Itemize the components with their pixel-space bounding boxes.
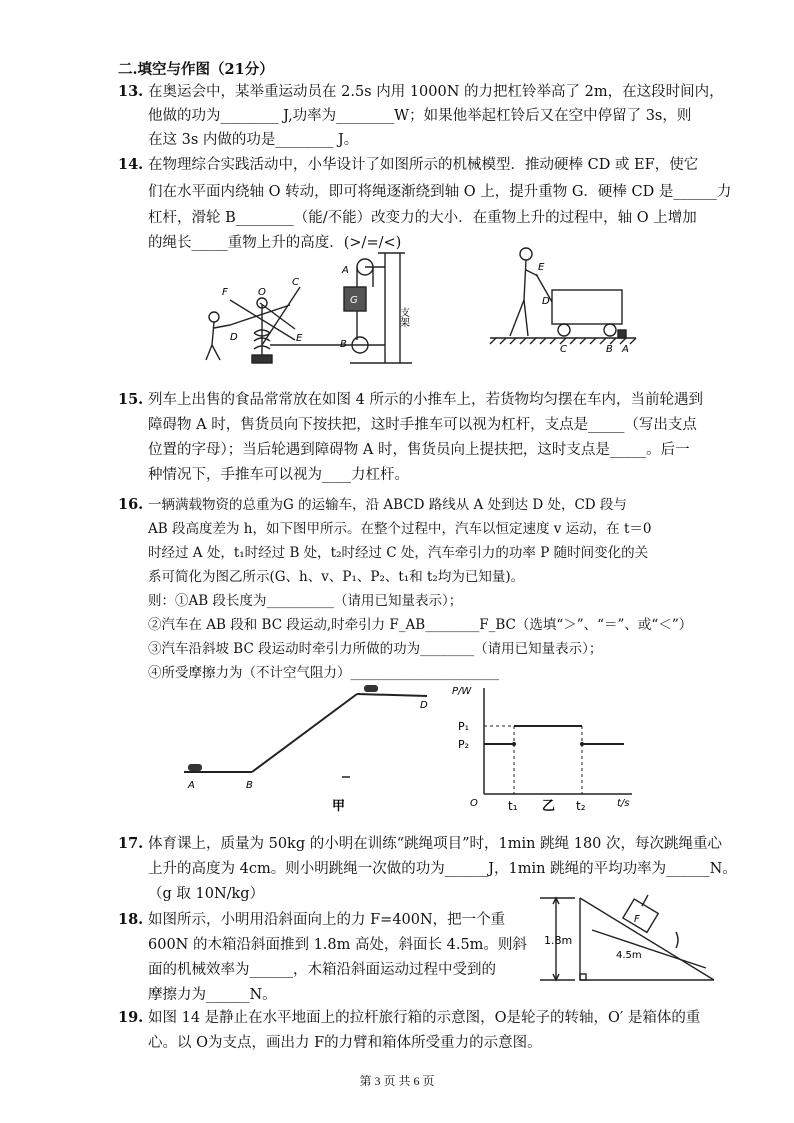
fig2-label-c: C: [560, 344, 567, 355]
q16-road-figure: [182, 682, 432, 817]
q15-line-2: 障碍物 A 时，售货员向下按扶把，这时手推车可以视为杠杆，支点是_____（写出支点: [148, 417, 697, 433]
q16-line-4: 系可简化为图乙所示(G、h、v、P₁、P₂、t₁和 t₂均为已知量)。: [148, 569, 525, 585]
fig1-label-g: G: [350, 295, 358, 306]
fig-jia-label-b: B: [246, 780, 253, 791]
q15-line-1: 列车上出售的食品常常放在如图 4 所示的小推车上，若货物均匀摆在车内，当前轮遇到: [148, 392, 703, 408]
fig1-label-b: B: [340, 339, 347, 350]
fig1-label-c: C: [292, 277, 299, 288]
fig-jia-label-d: D: [420, 700, 428, 711]
q13-line-1: 在奥运会中，某举重运动员在 2.5s 内用 1000N 的力把杠铃举高了 2m，在这段时间内，: [148, 84, 724, 100]
fig2-label-a: A: [622, 344, 629, 355]
fig-yi-xlabel: t/s: [617, 798, 630, 809]
fig2-label-e: E: [538, 262, 545, 273]
q16-line-5: 则：①AB 段长度为__________（请用已知量表示）；: [148, 593, 463, 609]
fig1-bracket-label: 支架: [397, 307, 409, 327]
q14-line-3: 杠杆，滑轮 B________（能/不能）改变力的大小．在重物上升的过程中，轴 O 上增加: [148, 210, 697, 226]
q16-number: 16.: [118, 496, 144, 513]
page-footer: 第 3 页 共 6 页: [359, 1074, 435, 1088]
fig1-label-f: F: [222, 287, 228, 298]
fig2-label-b: B: [606, 344, 613, 355]
q16-line-6: ②汽车在 AB 段和 BC 段运动,时牵引力 F_AB________F_BC（选填“＞”、“＝”、或“＜”）: [148, 617, 693, 633]
fig1-label-a: A: [342, 265, 349, 276]
q18-fig-length: 4.5m: [616, 950, 642, 961]
q13-line-2: 他做的功为________ J,功率为________W；如果他举起杠铃后又在空中停留了 3s，则: [148, 108, 692, 124]
q18-line-3: 面的机械效率为______，木箱沿斜面运动过程中受到的: [148, 962, 496, 978]
q17-number: 17.: [118, 835, 144, 852]
fig-jia-caption: 甲: [332, 799, 346, 814]
q18-incline-figure: [520, 892, 720, 992]
q18-line-4: 摩擦力为______N。: [148, 987, 277, 1003]
q18-line-2: 600N 的木箱沿斜面推到 1.8m 高处，斜面长 4.5m。则斜: [148, 937, 527, 953]
q14-number: 14.: [118, 156, 144, 173]
q18-line-1: 如图所示，小明用沿斜面向上的力 F=400N，把一个重: [148, 912, 506, 928]
q17-line-2: 上升的高度为 4cm。则小明跳绳一次做的功为______J，1min 跳绳的平均功率为______N。: [148, 861, 737, 877]
q14-cart-figure: [488, 240, 648, 360]
fig-yi-p2: P₂: [458, 738, 470, 751]
fig-jia-label-a: A: [188, 780, 195, 791]
q14-line-4: 的绳长_____重物上升的高度．(>/=/<): [148, 235, 402, 251]
q13-number: 13.: [118, 83, 144, 100]
q15-number: 15.: [118, 391, 144, 408]
q14-mechanism-figure: [200, 245, 420, 370]
fig1-label-d: D: [230, 332, 238, 343]
q17-line-1: 体育课上，质量为 50kg 的小明在训练“跳绳项目”时，1min 跳绳 180 次，每次跳绳重心: [148, 836, 723, 852]
q15-line-4: 种情况下，手推车可以视为____力杠杆。: [148, 467, 409, 483]
q18-fig-height: 1.8m: [544, 934, 573, 947]
q15-line-3: 位置的字母）；当后轮遇到障碍物 A 时，售货员向上提扶把，这时支点是_____。后一: [148, 442, 690, 458]
q19-number: 19.: [118, 1009, 144, 1026]
fig2-label-d: D: [542, 296, 550, 307]
q16-line-8: ④所受摩擦力为（不计空气阻力）______________________: [148, 665, 499, 681]
q16-line-2: AB 段高度差为 h，如下图甲所示。在整个过程中，汽车以恒定速度 v 运动，在 t＝0: [148, 521, 652, 537]
fig1-label-o: O: [258, 287, 266, 298]
q19-line-1: 如图 14 是静止在水平地面上的拉杆旅行箱的示意图，O是轮子的转轴，O′ 是箱体的重: [148, 1010, 701, 1026]
fig-yi-t2: t₂: [576, 799, 586, 813]
fig-yi-caption: 乙: [542, 799, 556, 814]
q18-fig-force: F: [634, 914, 640, 925]
fig-yi-p1: P₁: [458, 720, 470, 733]
q16-line-1: 一辆满载物资的总重为G 的运输车，沿 ABCD 路线从 A 处到达 D 处，CD 段与: [148, 497, 627, 513]
q13-line-3: 在这 3s 内做的功是________ J。: [148, 132, 359, 148]
q16-power-graph: [452, 682, 642, 817]
q17-line-3: （g 取 10N/kg）: [148, 886, 265, 902]
fig-yi-t1: t₁: [508, 799, 518, 813]
q14-line-1: 在物理综合实践活动中，小华设计了如图所示的机械模型．推动硬棒 CD 或 EF，使它: [148, 157, 699, 173]
fig-yi-ylabel: P/W: [452, 686, 472, 697]
section-title: 二.填空与作图（21分）: [118, 61, 274, 78]
q14-line-2: 们在水平面内绕轴 O 转动，即可将绳逐渐绕到轴 O 上，提升重物 G．硬棒 CD 是______力: [148, 184, 732, 200]
q16-line-3: 时经过 A 处，t₁时经过 B 处，t₂时经过 C 处，汽车牵引力的功率 P 随时间变化的关: [148, 545, 649, 561]
fig-yi-origin: O: [470, 798, 478, 809]
q16-line-7: ③汽车沿斜坡 BC 段运动时牵引力所做的功为________（请用已知量表示）；: [148, 641, 603, 657]
q19-line-2: 心。以 O为支点，画出力 F的力臂和箱体所受重力的示意图。: [148, 1035, 542, 1051]
q18-number: 18.: [118, 911, 144, 928]
fig1-label-e: E: [296, 333, 303, 344]
